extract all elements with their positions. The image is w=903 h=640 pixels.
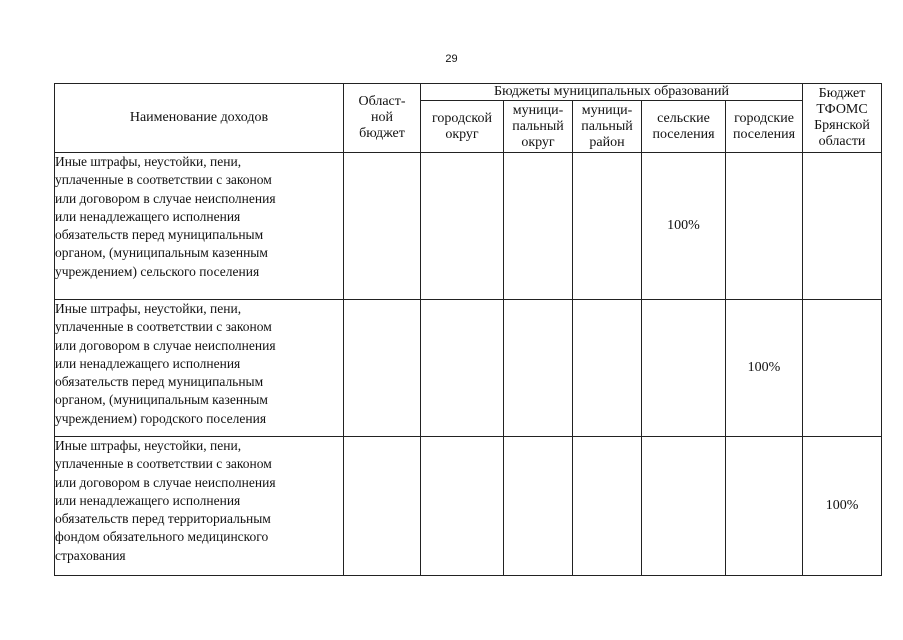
table-row [55, 437, 882, 576]
rural-settlements-value-cell: 100% [642, 153, 726, 300]
header-income-name: Наименование доходов [55, 84, 344, 153]
city-district-value-cell [421, 300, 504, 437]
header-tfoms-budget: Бюджет ТФОМС Брянской области [803, 84, 882, 153]
regional-value-cell [344, 300, 421, 437]
income-name-cell: Иные штрафы, неустойки, пени, уплаченные в соответствии с законом или договором в случае неисполнения или ненадлежащего исполнения обязательств перед территориальным фондом обязательного медицинского страхования [55, 437, 344, 576]
tfoms-value-cell [803, 153, 882, 300]
tfoms-value-cell [803, 300, 882, 437]
regional-value-cell [344, 437, 421, 576]
city-district-value-cell [421, 437, 504, 576]
header-urban-settlements: городские поселения [726, 101, 803, 153]
table-row [55, 153, 882, 300]
municipal-raion-value-cell [573, 153, 642, 300]
header-rural-settlements: сельские поселения [642, 101, 726, 153]
urban-settlements-value-cell [726, 153, 803, 300]
urban-settlements-value-cell [726, 437, 803, 576]
page-number: 29 [445, 53, 458, 65]
header-municipal-budgets: Бюджеты муниципальных образований [421, 84, 803, 101]
header-municipal-okrug: муници- пальный округ [504, 101, 573, 153]
regional-value-cell [344, 153, 421, 300]
municipal-okrug-value-cell [504, 153, 573, 300]
municipal-raion-value-cell [573, 437, 642, 576]
city-district-value-cell [421, 153, 504, 300]
urban-settlements-value-cell: 100% [726, 300, 803, 437]
tfoms-value-cell: 100% [803, 437, 882, 576]
income-name-cell: Иные штрафы, неустойки, пени, уплаченные в соответствии с законом или договором в случае неисполнения или ненадлежащего исполнения обязательств перед муниципальным органом, (муниципальным казенным учреждением) сельского поселения [55, 153, 344, 300]
rural-settlements-value-cell [642, 300, 726, 437]
income-name-cell: Иные штрафы, неустойки, пени, уплаченные в соответствии с законом или договором в случае неисполнения или ненадлежащего исполнения обязательств перед муниципальным органом, (муниципальным казенным учреждением) городского поселения [55, 300, 344, 437]
header-regional-budget: Област- ной бюджет [344, 84, 421, 153]
rural-settlements-value-cell [642, 437, 726, 576]
municipal-okrug-value-cell [504, 437, 573, 576]
header-city-district: городской округ [421, 101, 504, 153]
municipal-raion-value-cell [573, 300, 642, 437]
municipal-okrug-value-cell [504, 300, 573, 437]
income-distribution-table [54, 83, 882, 576]
table-row [55, 300, 882, 437]
header-municipal-raion: муници- пальный район [573, 101, 642, 153]
